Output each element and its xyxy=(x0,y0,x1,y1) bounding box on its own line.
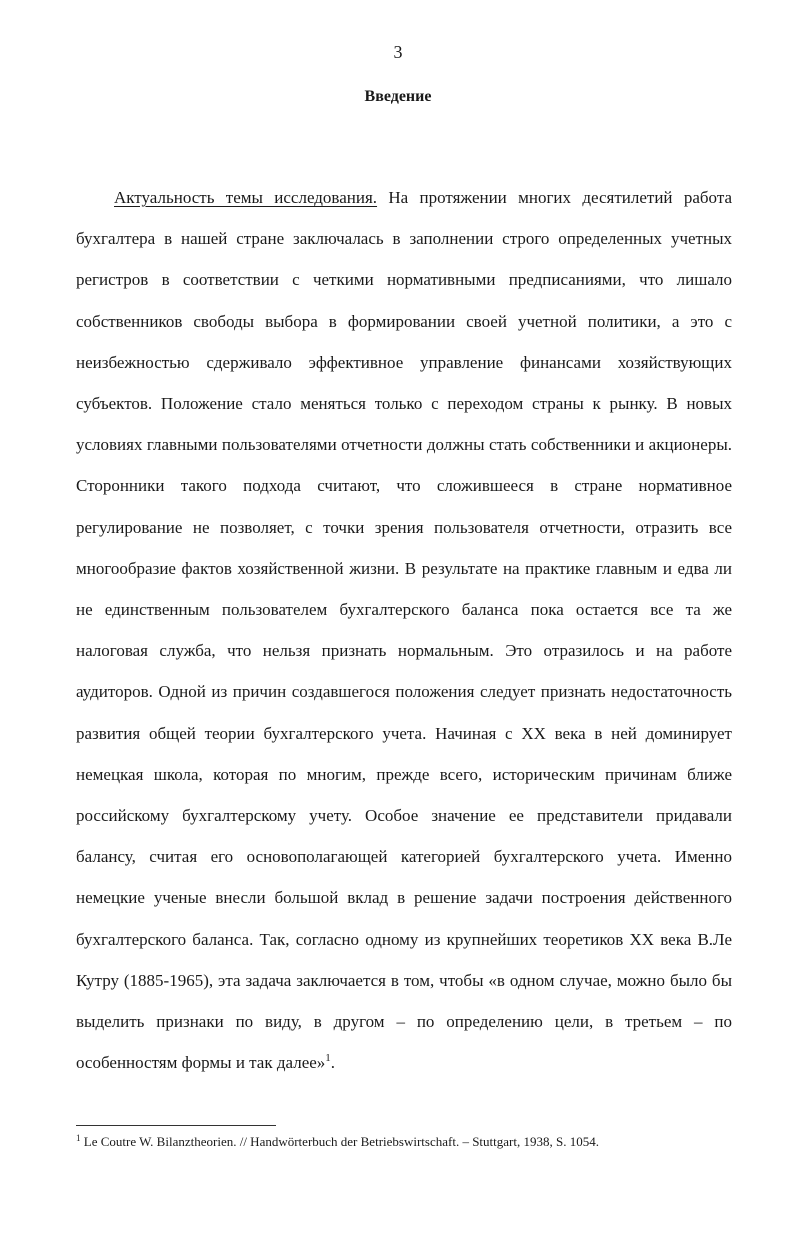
body-paragraph xyxy=(76,177,732,1083)
paragraph-text: На протяжении многих десятилетий работа бухгалтера в нашей стране заключалась в заполнении строго определенных учетных регистров в соответствии с четкими нормативными предписаниями, что лишало собственников свободы выбора в формировании своей учетной политики, а это с неизбежностью сдерживало эффективное управление финансами хозяйствующих субъектов. Положение стало меняться только с переходом страны к рынку. В новых условиях главными пользователями отчетности должны стать собственники и акционеры. Сторонники такого подхода считают, что сложившееся в стране нормативное регулирование не позволяет, с точки зрения пользователя отчетности, отразить все многообразие фактов хозяйственной жизни. В результате на практике главным и едва ли не единственным пользователем бухгалтерского баланса пока остается все та же налоговая служба, что нельзя признать нормальным. Это отразилось и на работе аудиторов. Одной из причин создавшегося положения следует признать недостаточность развития общей теории бухгалтерского учета. Начиная с XX века в ней доминирует немецкая школа, которая по многим, прежде всего, историческим причинам ближе российскому бухгалтерскому учету. Особое значение ее представители придавали балансу, считая его основополагающей категорией бухгалтерского учета. Именно немецкие ученые внесли большой вклад в решение задачи построения действенного бухгалтерского баланса. Так, согласно одному из крупнейших теоретиков XX века В.Ле Кутру (1885-1965), эта задача заключается в том, чтобы «в одном случае, можно было бы выделить признаки по виду, в другом – по определению цели, в третьем – по особенностям формы и так далее» xyxy=(76,188,733,1073)
page-number: 3 xyxy=(393,42,403,62)
footnote-reference: 1 xyxy=(325,1052,331,1065)
paragraph-lead: Актуальность темы исследования. xyxy=(114,188,378,207)
footnote-separator xyxy=(76,1125,276,1126)
paragraph-end: . xyxy=(330,1053,336,1073)
footnote-number: 1 xyxy=(76,1133,81,1143)
footnote xyxy=(76,1133,756,1151)
footnote-text: Le Coutre W. Bilanztheorien. // Handwörterbuch der Betriebswirtschaft. – Stuttgart, 1938, S. 1054. xyxy=(83,1134,599,1149)
section-heading: Введение xyxy=(364,88,432,105)
